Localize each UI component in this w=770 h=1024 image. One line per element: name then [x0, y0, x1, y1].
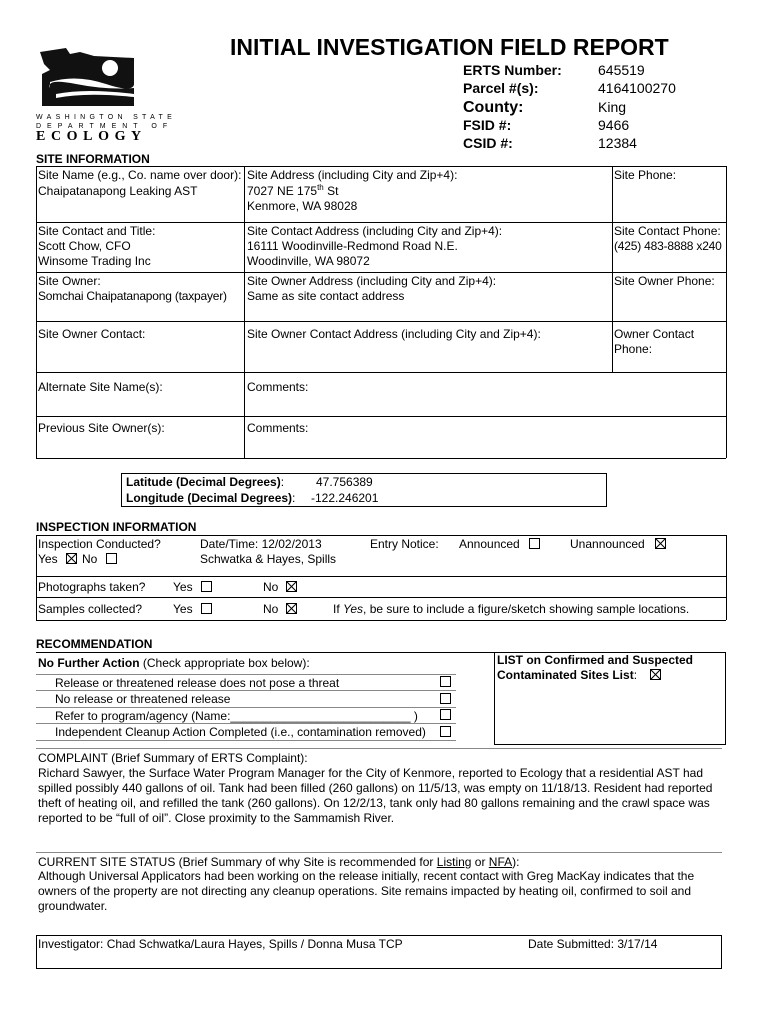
inspection-yes-label: Yes — [38, 552, 58, 566]
site-contact-address-line1: 16111 Woodinville-Redmond Road N.E. — [247, 239, 458, 253]
list-label-1: LIST on Confirmed and Suspected — [497, 653, 694, 667]
option-cleanup-completed-checkbox[interactable] — [440, 726, 451, 737]
complaint-heading: COMPLAINT (Brief Summary of ERTS Complaint): — [38, 751, 308, 765]
status-text: Although Universal Applicators had been working on the release initially, recent contact with Greg MacKay indicates that the owners of the property are not directing any cleanup operations. Site remains impacted by heating oil, confirmed to soil and groundwater. — [38, 869, 695, 913]
announced-checkbox[interactable] — [529, 538, 540, 549]
site-owner-address-label: Site Owner Address (including City and Zip+4): — [247, 274, 497, 288]
inspection-datetime: Date/Time: 12/02/2013 — [200, 537, 322, 551]
site-owner-address: Same as site contact address — [247, 289, 405, 303]
site-owner-label: Site Owner: — [38, 274, 101, 288]
option-no-release-checkbox[interactable] — [440, 693, 451, 704]
comments-2-label: Comments: — [247, 421, 309, 435]
status-heading: CURRENT SITE STATUS (Brief Summary of why Site is recommended for Listing or NFA): — [38, 855, 520, 869]
csid-value: 12384 — [598, 135, 637, 151]
previous-owner-label: Previous Site Owner(s): — [38, 421, 165, 435]
site-info-heading: SITE INFORMATION — [36, 152, 150, 166]
inspection-no-checkbox[interactable] — [106, 553, 117, 564]
samples-label: Samples collected? — [38, 602, 143, 616]
fsid-label: FSID #: — [463, 117, 512, 133]
complaint-text: Richard Sawyer, the Surface Water Program Manager for the City of Kenmore, reported to Ecology that a residential AST had spilled possibly 440 gallons of oil. Tank had been filled (260 gallons) on 11/5/13, was empty on 11/18/13. Resident had reported theft of heating oil, and refilled the tank (260 gallons). On 12/2/13, tank only had 80 gallons remaining and the crawl space was reported to be “full of oil”. Close proximity to the Sammamish River. — [38, 766, 713, 825]
site-phone-label: Site Phone: — [614, 168, 677, 182]
samples-yes-label: Yes — [173, 602, 193, 616]
photos-label: Photographs taken? — [38, 580, 146, 594]
samples-no-checkbox[interactable] — [286, 603, 297, 614]
investigator: Investigator: Chad Schwatka/Laura Hayes, Spills / Donna Musa TCP — [38, 937, 403, 951]
erts-value: 645519 — [598, 62, 645, 78]
site-contact-phone-label: Site Contact Phone: — [614, 224, 721, 238]
fsid-value: 9466 — [598, 117, 630, 133]
ecology-logo — [36, 44, 177, 144]
site-name-label: Site Name (e.g., Co. name over door): — [38, 168, 242, 182]
inspectors: Schwatka & Hayes, Spills — [200, 552, 337, 566]
owner-contact-phone-label-2: Phone: — [614, 342, 653, 356]
county-label: County: — [463, 99, 524, 116]
site-name-value: Chaipatanapong Leaking AST — [38, 184, 198, 198]
site-owner-phone-label: Site Owner Phone: — [614, 274, 715, 288]
photos-no-label: No — [263, 580, 279, 594]
site-contact-name: Scott Chow, CFO — [38, 239, 131, 253]
option-cleanup-completed: Independent Cleanup Action Completed (i.e., contamination removed) — [55, 725, 426, 739]
option-no-threat-checkbox[interactable] — [440, 676, 451, 687]
site-contact-label: Site Contact and Title: — [38, 224, 156, 238]
owner-contact-label: Site Owner Contact: — [38, 327, 146, 341]
site-contact-address-line2: Woodinville, WA 98072 — [247, 254, 370, 268]
inspection-heading: INSPECTION INFORMATION — [36, 520, 197, 534]
unannounced-checkbox[interactable] — [655, 538, 666, 549]
comments-1-label: Comments: — [247, 380, 309, 394]
washington-map-icon — [36, 44, 136, 110]
unannounced-label: Unannounced — [570, 537, 645, 551]
inspection-yes-checkbox[interactable] — [66, 553, 77, 564]
list-checkbox[interactable] — [650, 669, 661, 680]
parcel-value: 4164100270 — [598, 80, 676, 96]
list-label-2: Contaminated Sites List: — [497, 668, 638, 682]
inspection-no-label: No — [82, 552, 98, 566]
option-no-threat: Release or threatened release does not pose a threat — [55, 676, 340, 690]
samples-no-label: No — [263, 602, 279, 616]
logo-line-1: WASHINGTON STATE — [36, 114, 177, 121]
owner-contact-address-label: Site Owner Contact Address (including City and Zip+4): — [247, 327, 541, 341]
site-owner-name: Somchai Chaipatanapong (taxpayer) — [38, 289, 227, 303]
csid-label: CSID #: — [463, 135, 513, 151]
samples-yes-checkbox[interactable] — [201, 603, 212, 614]
entry-notice-label: Entry Notice: — [370, 537, 439, 551]
inspection-conducted-label: Inspection Conducted? — [38, 537, 161, 551]
nfa-label: No Further Action (Check appropriate box below): — [38, 656, 310, 670]
site-address-city: Kenmore, WA 98028 — [247, 199, 358, 213]
county-value: King — [598, 99, 627, 115]
samples-note: If Yes, be sure to include a figure/sketch showing sample locations. — [333, 602, 690, 616]
logo-line-3: ECOLOGY — [36, 129, 147, 144]
option-no-release: No release or threatened release — [55, 692, 231, 706]
site-address-label: Site Address (including City and Zip+4): — [247, 168, 458, 182]
page-title: INITIAL INVESTIGATION FIELD REPORT — [230, 34, 669, 60]
recommendation-heading: RECOMMENDATION — [36, 637, 153, 651]
site-contact-address-label: Site Contact Address (including City and Zip+4): — [247, 224, 503, 238]
erts-label: ERTS Number: — [463, 62, 562, 78]
site-contact-phone: (425) 483-8888 x240 — [614, 239, 722, 253]
option-refer: Refer to program/agency (Name:___________________________ ) — [55, 709, 418, 723]
parcel-label: Parcel #(s): — [463, 80, 539, 96]
site-contact-company: Winsome Trading Inc — [38, 254, 151, 268]
latitude-label: Latitude (Decimal Degrees): — [126, 475, 285, 489]
longitude-value: -122.246201 — [311, 491, 379, 505]
announced-label: Announced — [459, 537, 520, 551]
photos-yes-label: Yes — [173, 580, 193, 594]
longitude-label: Longitude (Decimal Degrees): — [126, 491, 296, 505]
alternate-site-name-label: Alternate Site Name(s): — [38, 380, 163, 394]
latitude-value: 47.756389 — [316, 475, 373, 489]
date-submitted: Date Submitted: 3/17/14 — [528, 937, 658, 951]
owner-contact-phone-label-1: Owner Contact — [614, 327, 695, 341]
photos-yes-checkbox[interactable] — [201, 581, 212, 592]
logo-line-2: DEPARTMENT OF — [36, 123, 174, 130]
site-address-street: 7027 NE 175th St — [247, 183, 339, 198]
photos-no-checkbox[interactable] — [286, 581, 297, 592]
option-refer-checkbox[interactable] — [440, 709, 451, 720]
